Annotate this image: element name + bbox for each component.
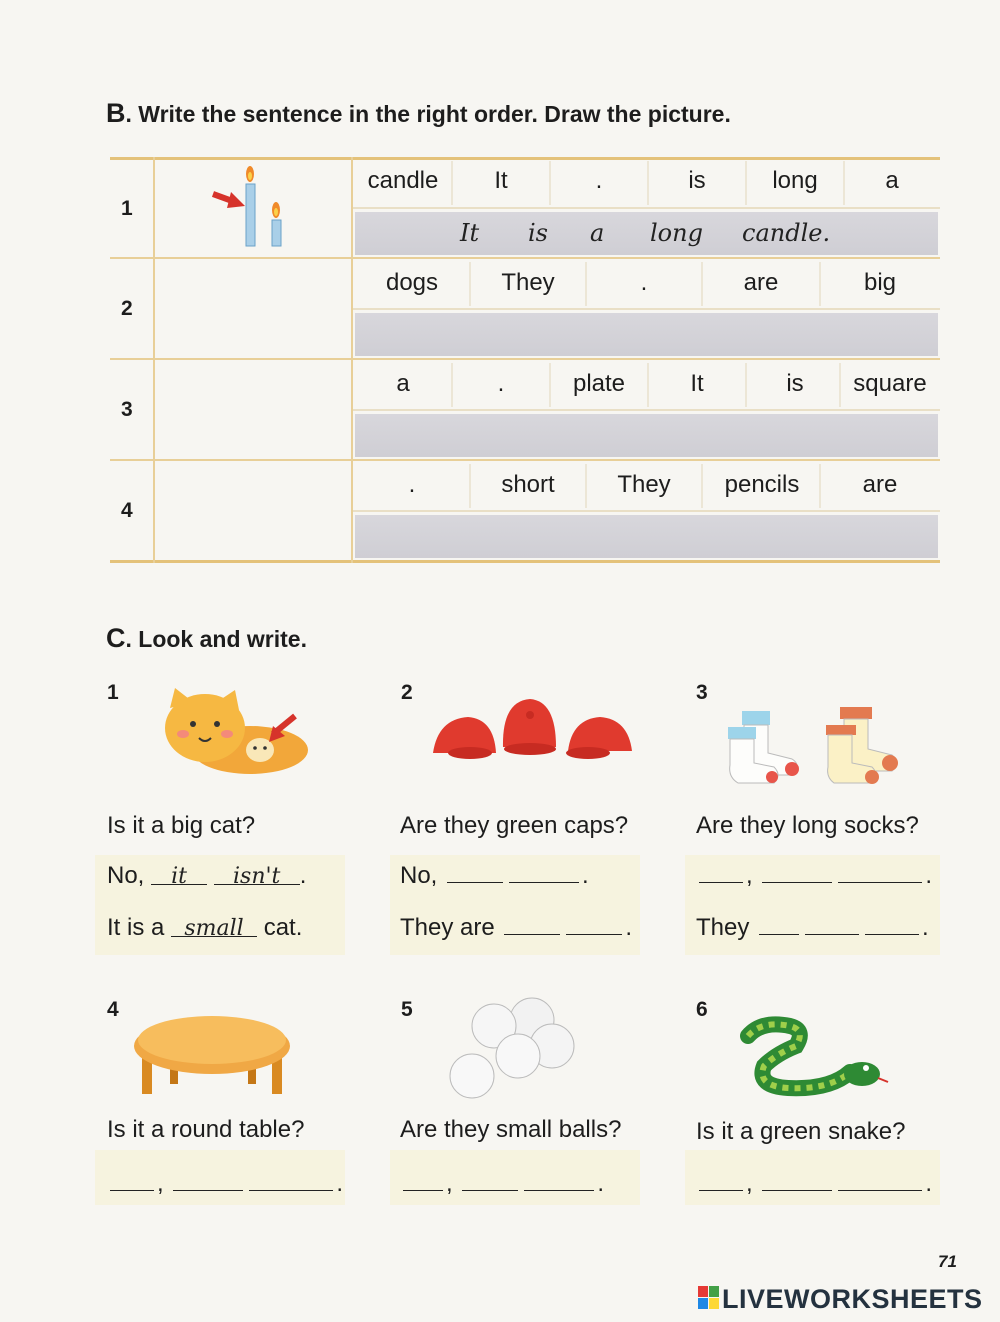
word-tile[interactable]: big	[863, 269, 897, 296]
answer-blank[interactable]	[699, 864, 743, 883]
section-b-title: . Write the sentence in the right order. Draw the picture.	[125, 101, 731, 127]
item-number: 6	[696, 998, 708, 1021]
handwritten-answer-word: It	[460, 219, 480, 247]
round-table-picture	[132, 1014, 292, 1098]
word-tile[interactable]: It	[690, 370, 704, 397]
answer-strip-1[interactable]	[355, 212, 938, 255]
word-tile[interactable]: is	[786, 370, 804, 397]
word-tile[interactable]: .	[497, 370, 505, 397]
answer-suffix: cat.	[263, 914, 303, 941]
question-text: Is it a green snake?	[696, 1118, 906, 1145]
candles-picture	[205, 162, 295, 254]
item-number: 5	[401, 998, 413, 1021]
section-b-heading	[106, 98, 731, 129]
answer-blank[interactable]	[762, 1172, 832, 1191]
word-tile[interactable]: candle	[367, 167, 439, 194]
row-number: 4	[121, 499, 133, 522]
handwritten-answer-word: long	[650, 219, 703, 247]
answer-blank[interactable]	[462, 1172, 518, 1191]
cat-picture	[155, 688, 310, 778]
word-tile[interactable]: They	[501, 269, 555, 296]
question-text: Are they small balls?	[400, 1116, 622, 1143]
answer-prefix: It is a	[107, 914, 165, 941]
answer-blank[interactable]	[403, 1172, 443, 1191]
answer-blank[interactable]	[759, 916, 799, 935]
word-tile[interactable]: is	[688, 167, 706, 194]
handwritten-word: it	[171, 864, 187, 889]
handwritten-word: small	[184, 916, 244, 941]
answer-blank[interactable]	[805, 916, 859, 935]
answer-prefix: They are	[400, 914, 495, 941]
answer-blank[interactable]	[509, 864, 579, 883]
word-tile[interactable]: It	[494, 167, 508, 194]
answer-blank[interactable]	[173, 1172, 243, 1191]
answer-blank[interactable]	[151, 862, 207, 889]
answer-blank[interactable]	[762, 864, 832, 883]
section-c-letter: C	[106, 623, 126, 653]
answer-strip-4[interactable]	[355, 515, 938, 558]
answer-blank[interactable]	[249, 1172, 333, 1191]
handwritten-answer-word: candle.	[742, 219, 831, 247]
word-tile[interactable]: short	[501, 471, 555, 498]
answer-blank[interactable]	[110, 1172, 154, 1191]
word-tile[interactable]: are	[862, 471, 898, 498]
answer-strip-2[interactable]	[355, 313, 938, 356]
word-tile[interactable]: .	[595, 167, 603, 194]
balls-picture	[442, 996, 582, 1102]
word-tile[interactable]: They	[617, 471, 671, 498]
answer-blank[interactable]	[838, 864, 922, 883]
answer-line: , .	[107, 1170, 343, 1198]
answer-line: They .	[696, 914, 929, 941]
question-text: Are they long socks?	[696, 812, 919, 839]
brand-name[interactable]: LIVEWORKSHEETS	[722, 1284, 983, 1314]
word-tile[interactable]: square	[853, 370, 927, 397]
word-tile[interactable]: dogs	[385, 269, 439, 296]
answer-prefix: No,	[107, 862, 145, 889]
answer-line: , .	[696, 1170, 932, 1198]
word-tile[interactable]: .	[640, 269, 648, 296]
word-tile[interactable]: long	[772, 167, 818, 194]
section-c-heading	[106, 623, 307, 654]
row-number: 2	[121, 297, 133, 320]
answer-blank[interactable]	[504, 916, 560, 935]
item-number: 2	[401, 681, 413, 704]
answer-blank[interactable]	[699, 1172, 743, 1191]
page-number: 71	[938, 1252, 957, 1271]
question-text: Are they green caps?	[400, 812, 629, 839]
answer-blank[interactable]	[447, 864, 503, 883]
answer-line: , .	[400, 1170, 604, 1198]
order-table	[110, 157, 940, 563]
word-tile[interactable]: a	[885, 167, 899, 194]
item-number: 4	[107, 998, 119, 1021]
answer-blank[interactable]	[524, 1172, 594, 1191]
question-text: Is it a big cat?	[107, 812, 256, 839]
answer-line	[107, 914, 302, 942]
handwritten-answer-word: a	[590, 219, 605, 247]
answer-prefix: No,	[400, 862, 438, 889]
answer-blank[interactable]	[171, 914, 257, 941]
word-tile[interactable]: plate	[572, 370, 626, 397]
socks-picture	[722, 705, 912, 787]
answer-blank[interactable]	[566, 916, 622, 935]
answer-prefix: They	[696, 914, 750, 941]
item-number: 1	[107, 681, 119, 704]
word-tile[interactable]: a	[396, 370, 410, 397]
row-number: 3	[121, 398, 133, 421]
snake-picture	[740, 1016, 890, 1098]
answer-strip-3[interactable]	[355, 414, 938, 457]
handwritten-word: isn't	[233, 864, 281, 889]
answer-line: No, it isn't .	[107, 862, 307, 889]
answer-line: , .	[696, 862, 932, 890]
word-tile[interactable]: .	[408, 471, 416, 498]
answer-line: They are .	[400, 914, 633, 941]
item-number: 3	[696, 681, 708, 704]
handwritten-answer-word: is	[528, 219, 548, 247]
question-text: Is it a round table?	[107, 1116, 305, 1143]
answer-blank[interactable]	[865, 916, 919, 935]
section-b-letter: B	[106, 98, 126, 128]
liveworksheets-logo-icon	[698, 1286, 720, 1310]
answer-line: No, .	[400, 862, 589, 889]
answer-blank[interactable]	[214, 862, 300, 889]
row-number: 1	[121, 197, 133, 220]
section-c-title: . Look and write.	[125, 626, 307, 652]
word-tile[interactable]: pencils	[724, 471, 800, 498]
answer-blank[interactable]	[838, 1172, 922, 1191]
word-tile[interactable]: are	[743, 269, 779, 296]
caps-picture	[428, 695, 638, 765]
